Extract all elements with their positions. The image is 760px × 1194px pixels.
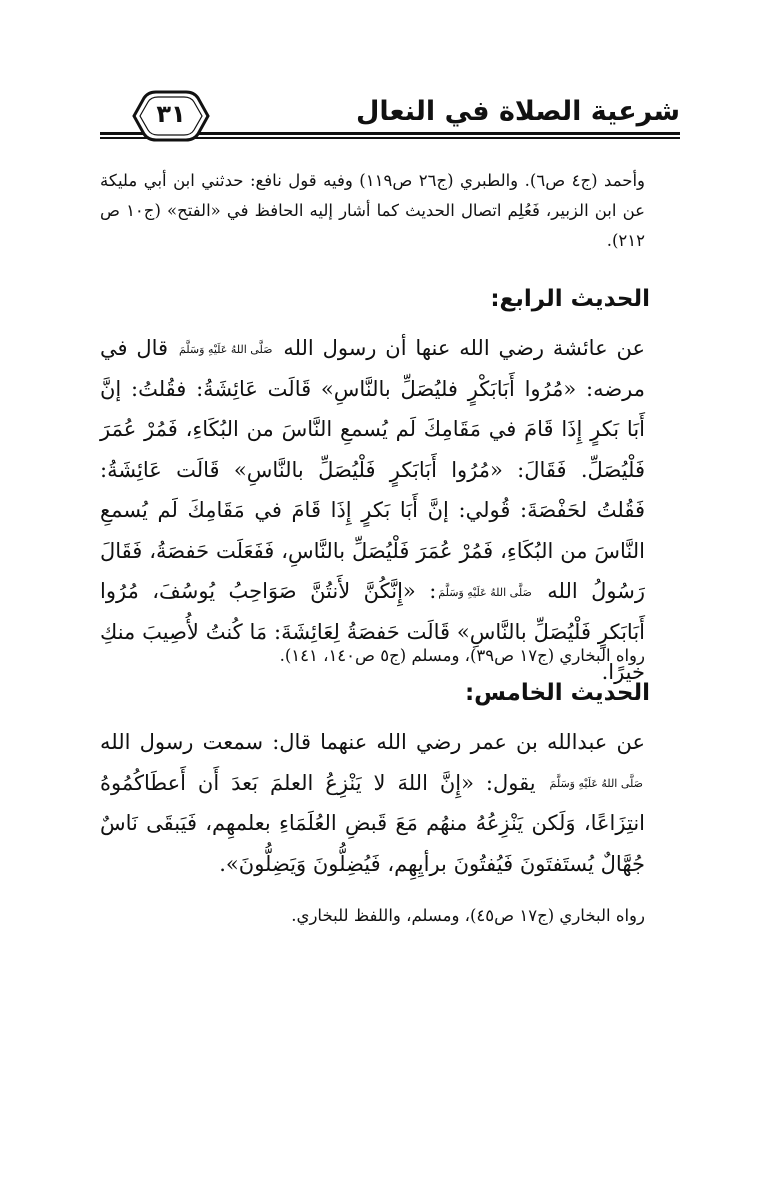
hadith-5-text-part2: يقول: «إِنَّ اللهَ لا يَنْزِعُ العلمَ بَعدَ أَن أَعطَاكُمُوهُ انتِزَاعًا، وَلَكن يَنْزِعُهُ منهُم مَعَ قَبضِ العُلَمَاءِ بعلمهِم، فَيَبقَى نَاسٌ جُهَّالٌ يُستَفتَونَ فَيُفتُونَ برأيِهِم، فَيُضِلُّونَ وَيَضِلُّونَ». <box>100 770 645 876</box>
page-number-badge <box>128 88 214 144</box>
honorific-ligature: صَلَّى اللهُ عَلَيْهِ وَسَلَّمَ <box>549 777 643 790</box>
hadith-5-source: رواه البخاري (ج١٧ ص٤٥)، ومسلم، واللفظ للبخاري. <box>291 906 645 925</box>
running-title: شرعية الصلاة في النعال <box>355 96 680 127</box>
page-header <box>100 92 680 142</box>
continuation-paragraph: وأحمد (ج٤ ص٦). والطبري (ج٢٦ ص١١٩) وفيه قول نافع: حدثني ابن أبي مليكة عن ابن الزبير، فَعُلِم اتصال الحديث كما أشار إليه الحافظ في «الفتح» (ج١٠ ص ٢١٢). <box>100 171 645 250</box>
page-number: ٣١ <box>156 100 186 128</box>
hadith-4-source: رواه البخاري (ج١٧ ص٣٩)، ومسلم (ج٥ ص١٤٠، ١٤١). <box>279 646 645 665</box>
hadith-4-text-part2: قال في مرضه: «مُرُوا أَبَابَكْرٍ فليُصَلِّ بالنَّاسِ» قَالَت عَائِشَةُ: فقُلتُ: إنَّ أَبَا بَكرٍ إِذَا قَامَ في مَقَامِكَ لَم يُسمعِ النَّاسَ من البُكَاءِ، فَمُرْ عُمَرَ فَلْيُصَلِّ. فَقَالَ: «مُرُوا أَبَابَكرٍ فَلْيُصَلِّ بالنَّاسِ» قَالَت عَائِشَةُ: فَقُلتُ لحَفْصَةَ: قُولي: إنَّ أَبَا بَكرٍ إِذَا قَامَ في مَقَامِكَ لَم يُسمعِ النَّاسَ من البُكَاءِ، فَمُرْ عُمَرَ فَلْيُصَلِّ بالنَّاسِ، فَفَعَلَت حَفصَةُ، فَقَالَ رَسُولُ الله <box>100 336 645 603</box>
honorific-ligature: صَلَّى اللهُ عَلَيْهِ وَسَلَّمَ <box>438 585 532 599</box>
hadith-4-heading: الحديث الرابع: <box>490 286 650 312</box>
hadith-4-text-part3: : «إِنَّكُنَّ لأَنتُنَّ صَوَاحِبُ يُوسُفَ، مُرُوا أَبَابَكرٍ فَلْيُصَلِّ بالنَّاسِ» قَالَت حَفصَةُ لِعَائِشَةَ: مَا كُنتُ لأُصِيبَ منكِ خيرًا. <box>100 579 645 684</box>
honorific-ligature: صَلَّى اللهُ عَلَيْهِ وَسَلَّمَ <box>178 342 273 356</box>
hadith-4-text <box>100 328 645 693</box>
hadith-4-text-part1: عن عائشة رضي الله عنها أن رسول الله <box>283 336 645 360</box>
hadith-5-text <box>100 722 645 884</box>
hadith-5-text-part1: عن عبدالله بن عمر رضي الله عنهما قال: سمعت رسول الله <box>100 730 645 754</box>
hadith-5-heading: الحديث الخامس: <box>464 680 650 706</box>
